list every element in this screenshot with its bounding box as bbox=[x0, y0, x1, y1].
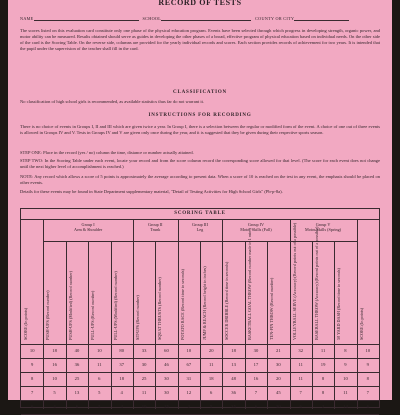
table-cell: 7 bbox=[31, 390, 34, 395]
test-record-card bbox=[8, 0, 392, 409]
field-input-line[interactable] bbox=[34, 14, 139, 21]
table-cell: 11 bbox=[97, 362, 102, 367]
column-header: TEN-PIN THROW (Record number) bbox=[269, 277, 275, 340]
group-header bbox=[133, 222, 178, 232]
step-one-text: STEP ONE: Place in the record (yes / no) column the time, distance or number actually attained. bbox=[20, 150, 194, 155]
group-name: Group II bbox=[147, 222, 163, 227]
table-cell: 11 bbox=[298, 362, 303, 367]
group-header bbox=[43, 222, 133, 232]
field-input-line[interactable] bbox=[161, 14, 251, 21]
note-text: NOTE: Any record which allows a score of 5 points is approximately the average according to present data. When a score of 10 is reached on the test in any event, the emphasis should be placed on other events. bbox=[20, 174, 380, 186]
table-cell: 21 bbox=[276, 348, 281, 353]
scoring-table bbox=[20, 208, 380, 408]
column-header: PUSH-UPS (Modified) (Record number) bbox=[67, 271, 73, 340]
group-subtitle: Arm & Shoulder bbox=[74, 227, 103, 232]
table-cell: 7 bbox=[299, 390, 302, 395]
table-cell: 16 bbox=[253, 376, 259, 381]
table-cell: 6 bbox=[366, 404, 369, 409]
field-name bbox=[20, 14, 139, 21]
table-cell: 30 bbox=[276, 404, 281, 409]
table-cell: 6 bbox=[31, 404, 34, 409]
card-title: RECORD OF TESTS bbox=[158, 0, 242, 7]
table-cell: 20 bbox=[208, 348, 214, 353]
table-cell: 60 bbox=[164, 348, 169, 353]
column-header: PULL-UPS (Record number) bbox=[90, 290, 96, 340]
table-cell: 67 bbox=[186, 362, 192, 367]
table-cell: 30 bbox=[141, 362, 147, 367]
step-two-text: STEP TWO: In the Scoring Table under each event, locate your record and from the score column record the corresponding score allowed for that level. (The score for each event does not change until the next higher level of accomplishment is reached.) bbox=[20, 158, 380, 170]
table-cell: 10 bbox=[186, 348, 192, 353]
intro-paragraph: The scores listed on this evaluation card constitute only one phase of the physical education program. Events have been selected through which progress in developing strength, organic power, and motor ability can be measured. Results obtained should serve as guides in developing the other phases of a broad, effective program of physical education based on individual needs. On the other side of the card is the Scoring Table. On the reverse side, columns are provided for the yearly individual records and scores. Each section provides records of achievement for two years. It is intended that the pupil under the supervision of the teacher shall fill in the card. bbox=[20, 28, 380, 52]
table-cell: 6 bbox=[75, 404, 79, 409]
column-header: SQUAT THRUSTS (Record number) bbox=[157, 277, 163, 340]
field-label: SCHOOL bbox=[142, 16, 162, 21]
group-subtitle: Motor Skills (Spring) bbox=[305, 227, 342, 232]
scoring-table-title: SCORING TABLE bbox=[174, 211, 226, 216]
column-header: BASKETBALL GOAL THROW (Record number made in 1 min.) bbox=[246, 228, 252, 340]
group-header bbox=[290, 222, 357, 232]
table-cell: 37 bbox=[119, 362, 124, 367]
table-cell: 14 bbox=[343, 404, 348, 409]
table-cell: 6 bbox=[299, 404, 302, 409]
table-cell: 7 bbox=[254, 390, 258, 395]
student-info-fields bbox=[20, 11, 382, 21]
table-cell: 30 bbox=[253, 348, 259, 353]
table-cell: 10 bbox=[29, 348, 35, 353]
group-subtitle: Motor Skills (Fall) bbox=[240, 227, 272, 232]
table-cell: 40 bbox=[74, 348, 80, 353]
table-cell: 7 bbox=[366, 390, 369, 395]
column-header: VOLLEYBALL SERVE (Accuracy) (Record points out of a possible) bbox=[291, 222, 297, 340]
table-cell: 11 bbox=[208, 362, 214, 367]
column-header: JUMP & REACH (Record height in inches) bbox=[202, 266, 207, 340]
classification-heading: CLASSIFICATION bbox=[173, 90, 227, 95]
field-county-or-city bbox=[255, 14, 349, 21]
table-cell: 11 bbox=[343, 390, 348, 395]
table-cell: 9 bbox=[366, 362, 369, 367]
table-cell: 17 bbox=[253, 362, 259, 367]
table-cell: 4 bbox=[53, 404, 56, 409]
column-header: SCORE (In points) bbox=[23, 307, 28, 340]
classification-text: No classification of high school girls is recommended, as available statistics thus far do not warrant it. bbox=[20, 99, 204, 104]
table-cell: 11 bbox=[320, 348, 326, 353]
table-cell: 10 bbox=[97, 348, 102, 353]
table-cell: 10 bbox=[343, 376, 348, 381]
table-cell: 13 bbox=[231, 362, 236, 367]
table-cell: 18 bbox=[52, 348, 57, 353]
table-cell: 6 bbox=[210, 390, 213, 395]
table-cell: 10 bbox=[365, 348, 371, 353]
table-cell: 5 bbox=[53, 390, 56, 395]
table-cell: 32 bbox=[298, 348, 303, 353]
table-cell: 5 bbox=[210, 404, 213, 409]
table-cell: 9 bbox=[344, 362, 347, 367]
table-cell: 6 bbox=[254, 404, 258, 409]
table-cell: 46 bbox=[164, 362, 169, 367]
table-cell: 18 bbox=[119, 376, 124, 381]
table-cell: 10 bbox=[141, 404, 147, 409]
column-header: SIT-UPS (Record number) bbox=[134, 295, 140, 340]
table-cell: 25 bbox=[141, 376, 147, 381]
table-cell: 8 bbox=[366, 376, 369, 381]
column-header: PULL-UPS (Modified) (Record number) bbox=[112, 271, 118, 340]
details-text: Details for these events may be found in State Department supplementary material, "Detail of Testing Activities for High School Girls" (Pb-p-8a). bbox=[20, 189, 283, 194]
table-cell: 30 bbox=[164, 376, 169, 381]
group-name: Group I bbox=[81, 222, 95, 227]
column-header: SOCCER DRIBBLE (Record time in seconds) bbox=[224, 261, 230, 340]
column-header: SCORE (In points) bbox=[358, 307, 364, 340]
table-cell: 4 bbox=[120, 390, 123, 395]
table-cell: 16 bbox=[52, 362, 57, 367]
table-cell: 4 bbox=[120, 404, 123, 409]
field-label: COUNTY OR CITY bbox=[255, 16, 295, 21]
table-rule bbox=[21, 219, 379, 220]
table-cell: 8 bbox=[321, 376, 325, 381]
table-cell: 30 bbox=[164, 390, 169, 395]
table-cell: 11 bbox=[141, 390, 147, 395]
group-name: Group V bbox=[315, 222, 331, 227]
column-header: PUSH-UPS (Record number) bbox=[45, 290, 51, 340]
group-subtitle: Trunk bbox=[150, 227, 161, 232]
table-cell: 11 bbox=[298, 376, 303, 381]
instructions-heading: INSTRUCTIONS FOR RECORDING bbox=[148, 113, 252, 118]
table-cell: 9 bbox=[31, 362, 34, 367]
group-header bbox=[178, 222, 223, 232]
group-name: Group IV bbox=[247, 222, 265, 227]
group-header bbox=[222, 222, 289, 232]
table-cell: 8 bbox=[31, 376, 34, 381]
group-name: Group III bbox=[192, 222, 208, 227]
table-cell: 18 bbox=[208, 376, 214, 381]
table-cell: 12 bbox=[186, 390, 192, 395]
table-cell: 25 bbox=[74, 376, 80, 381]
table-cell: 8 bbox=[321, 390, 325, 395]
table-cell: 33 bbox=[141, 348, 147, 353]
table-cell: 45 bbox=[276, 390, 281, 395]
table-cell: 19 bbox=[320, 362, 326, 367]
table-cell: 5 bbox=[98, 390, 101, 395]
column-header: POTATO RACE (Record time in seconds) bbox=[179, 269, 185, 340]
field-school bbox=[143, 14, 252, 21]
table-cell: 8 bbox=[344, 348, 347, 353]
group-subtitle: Leg bbox=[196, 227, 204, 232]
table-cell: 25 bbox=[164, 404, 169, 409]
table-cell: 35 bbox=[231, 404, 236, 409]
table-cell: 48 bbox=[231, 376, 236, 381]
table-cell: 31 bbox=[186, 376, 192, 381]
table-cell: 18 bbox=[231, 348, 236, 353]
instructions-paragraph: There is no choice of events in Groups I, II and III which are given twice a year. In Group I, there is a selection between the regular or modified form of the event. A choice of one out of three events is allowed in Groups IV and V. Tests in Groups IV and V are given only once during the year, and it is suggested that they be given during their respective sports season. bbox=[20, 124, 380, 136]
field-input-line[interactable] bbox=[294, 14, 349, 21]
column-header: 50 YARD DASH (Record time in seconds) bbox=[336, 268, 342, 340]
table-cell: 36 bbox=[74, 362, 80, 367]
column-header: BASEBALL THROW (Accuracy) (Record points out of a possible) bbox=[313, 226, 319, 340]
table-cell: 10 bbox=[52, 376, 57, 381]
table-cell: 30 bbox=[276, 362, 281, 367]
table-cell: 20 bbox=[276, 376, 281, 381]
table-cell: 2 bbox=[321, 404, 325, 409]
table-cell: 5 bbox=[98, 404, 101, 409]
table-cell: 80 bbox=[119, 348, 124, 353]
table-cell: 2 bbox=[187, 404, 190, 409]
table-cell: 13 bbox=[74, 390, 80, 395]
table-cell: 36 bbox=[231, 390, 236, 395]
table-cell: 6 bbox=[98, 376, 101, 381]
field-label: NAME bbox=[20, 16, 34, 21]
